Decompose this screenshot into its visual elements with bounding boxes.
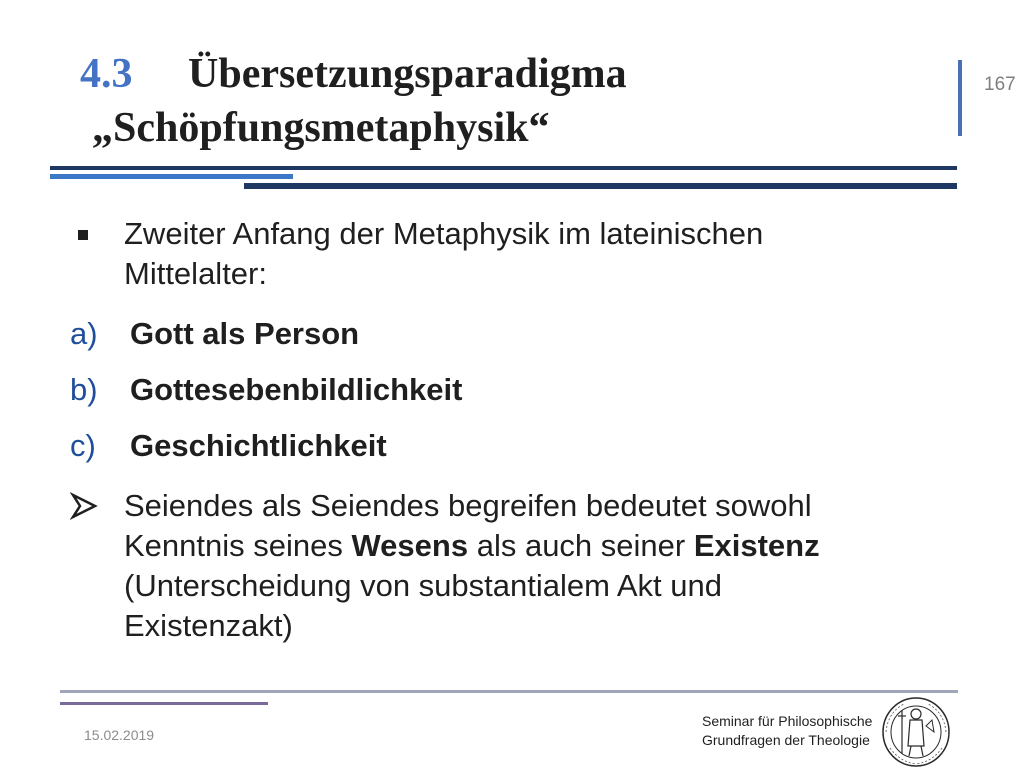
bullet-line: Mittelalter: [124, 256, 267, 291]
bullet-line [124, 526, 820, 566]
emphasis-existenz: Existenz [693, 528, 820, 563]
title-divider-vertical [958, 60, 962, 136]
slide-title: Übersetzungsparadigma [188, 51, 627, 97]
list-label: a) [70, 316, 98, 351]
seminar-line: Grundfragen der Theologie [702, 732, 870, 748]
footer-date: 15.02.2019 [84, 727, 155, 743]
bullet-line: Zweiter Anfang der Metaphysik im lateinischen [124, 216, 764, 251]
footer-seminar-name [702, 712, 872, 750]
seal-logo-icon [880, 696, 952, 768]
arrow-bullet-icon [70, 492, 98, 520]
bullet-line: Existenzakt) [124, 608, 293, 643]
footer-rule [60, 690, 958, 693]
text-run: als auch seiner [468, 528, 694, 563]
bullet-line: Seiendes als Seiendes begreifen bedeutet sowohl [124, 488, 812, 523]
header-rule-top [50, 166, 957, 170]
slide-title-number: 4.3 [80, 51, 133, 97]
list-text: Gottesebenbildlichkeit [130, 372, 463, 407]
square-bullet-icon [78, 230, 88, 240]
list-text: Gott als Person [130, 316, 360, 351]
page-number: 167 [984, 74, 1016, 95]
footer-rule-accent [60, 702, 268, 705]
emphasis-wesens: Wesens [351, 528, 469, 563]
seminar-line: Seminar für Philosophische [702, 713, 873, 729]
bullet-text [124, 214, 763, 294]
list-label: c) [70, 428, 96, 463]
header-rule-bottom [244, 183, 957, 189]
list-text: Geschichtlichkeit [130, 428, 387, 463]
list-label: b) [70, 372, 98, 407]
slide-subtitle: „Schöpfungsmetaphysik“ [92, 105, 550, 151]
header-rule-accent [50, 174, 293, 179]
text-run: Kenntnis seines [124, 528, 352, 563]
bullet-text [124, 486, 820, 646]
bullet-line: (Unterscheidung von substantialem Akt und [124, 568, 722, 603]
